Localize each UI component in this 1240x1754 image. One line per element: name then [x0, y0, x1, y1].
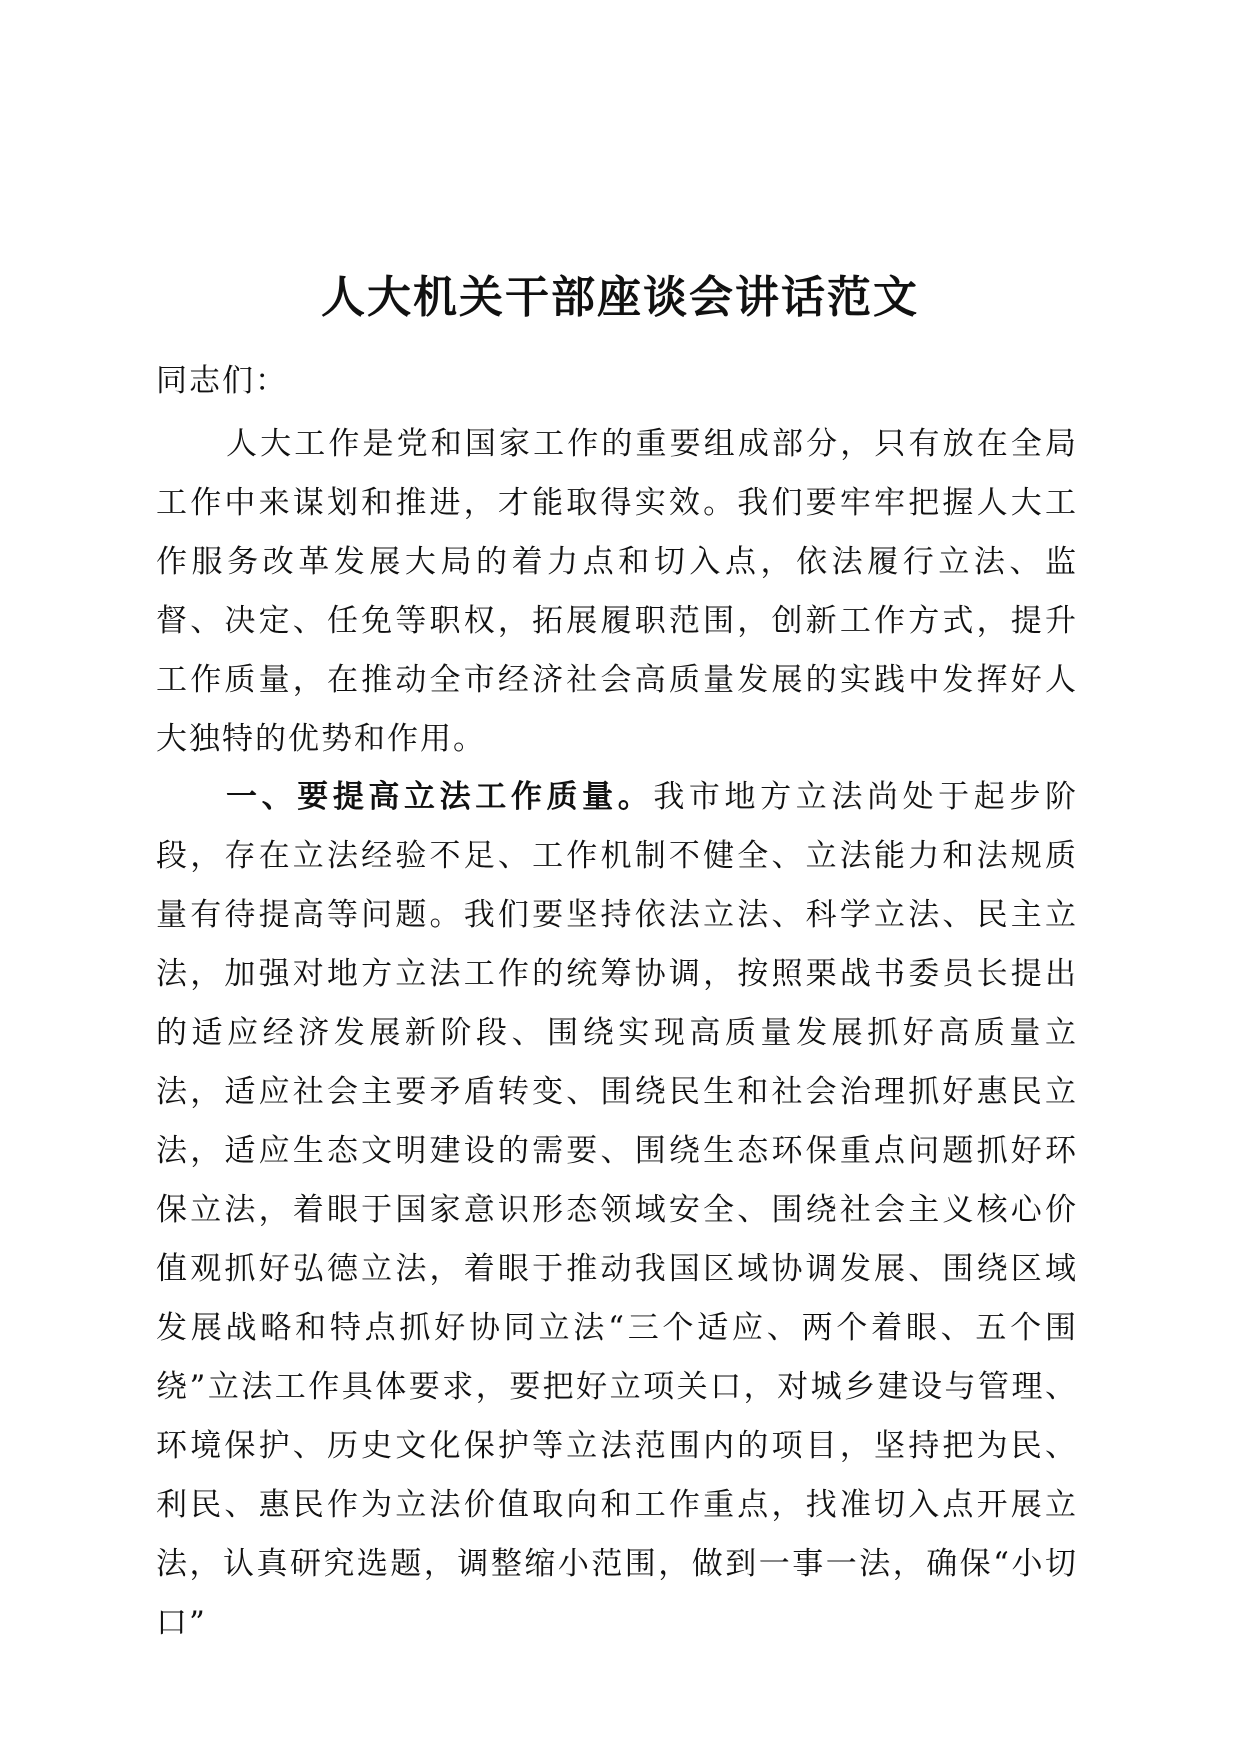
section-one-text: 我市地方立法尚处于起步阶段，存在立法经验不足、工作机制不健全、立法能力和法规质量有待提高等问题。我们要坚持依法立法、科学立法、民主立法，加强对地方立法工作的统筹协调，按照栗战书委员长提出的适应经济发展新阶段、围绕实现高质量发展抓好高质量立法，适应社会主要矛盾转变、围绕民生和社会治理抓好惠民立法，适应生态文明建设的需要、围绕生态环保重点问题抓好环保立法，着眼于国家意识形态领域安全、围绕社会主义核心价值观抓好弘德立法，着眼于推动我国区域协调发展、围绕区域发展战略和特点抓好协同立法“三个适应、两个着眼、五个围绕”立法工作具体要求，要把好立项关口，对城乡建设与管理、环境保护、历史文化保护等立法范围内的项目，坚持把为民、利民、惠民作为立法价值取向和工作重点，找准切入点开展立法，认真研究选题，调整缩小范围，做到一事一法，确保“小切口”: [156, 779, 1079, 1641]
paragraph-intro: [156, 415, 1078, 769]
salutation: 同志们：: [156, 363, 288, 399]
paragraph-intro-text: 人大工作是党和国家工作的重要组成部分，只有放在全局工作中来谋划和推进，才能取得实效。我们要牢牢把握人大工作服务改革发展大局的着力点和切入点，依法履行立法、监督、决定、任免等职权，拓展履职范围，创新工作方式，提升工作质量，在推动全市经济社会高质量发展的实践中发挥好人大独特的优势和作用。: [156, 426, 1078, 757]
document-title: 人大机关干部座谈会讲话范文: [321, 272, 919, 323]
paragraph-section-one: [156, 768, 1078, 1653]
section-one-heading: 一、要提高立法工作质量。: [226, 779, 654, 815]
